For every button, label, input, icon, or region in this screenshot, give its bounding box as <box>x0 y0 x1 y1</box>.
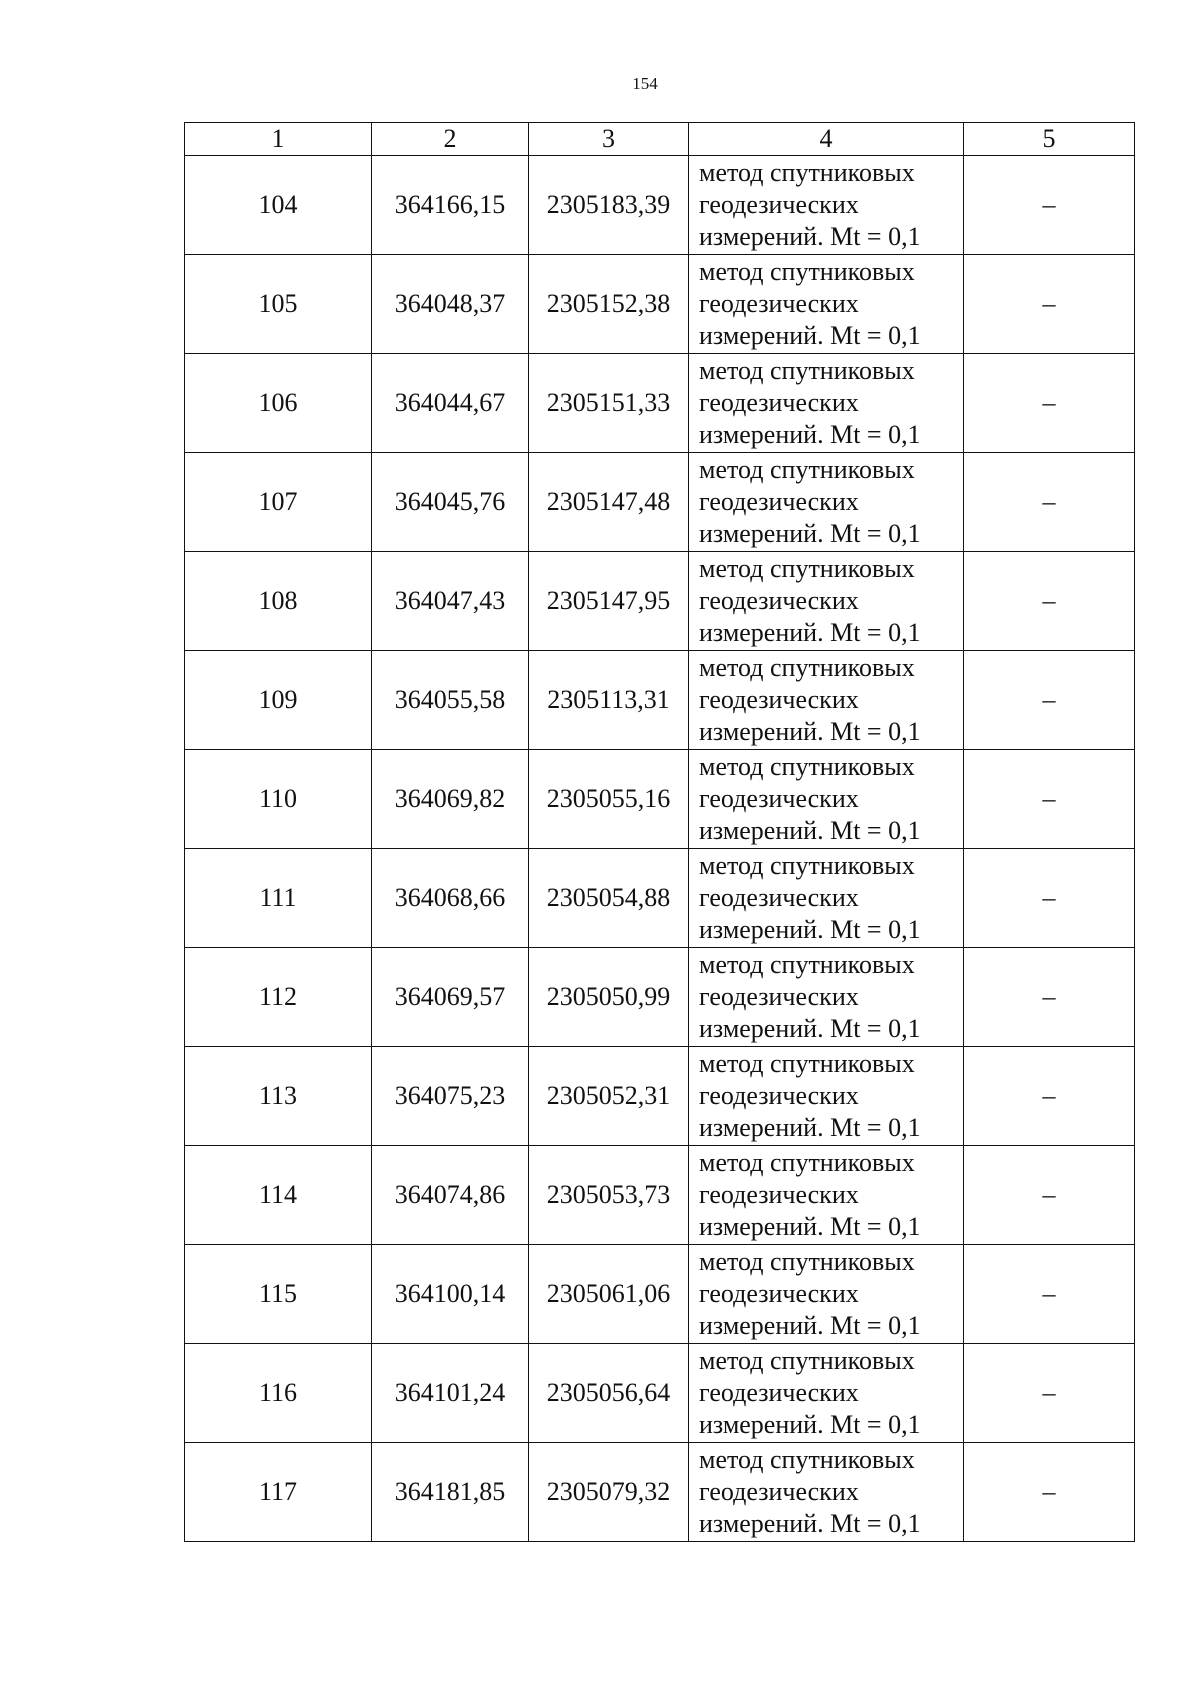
method-line: метод спутниковых <box>699 950 915 979</box>
page-number: 154 <box>632 74 658 93</box>
method-line: геодезических <box>699 289 859 318</box>
note-cell: – <box>964 552 1135 651</box>
y-coordinate-cell: 2305061,06 <box>529 1245 689 1344</box>
method-cell <box>689 1047 964 1146</box>
x-coordinate-cell: 364055,58 <box>372 651 529 750</box>
point-number-cell: 109 <box>185 651 372 750</box>
y-coordinate-cell: 2305147,48 <box>529 453 689 552</box>
y-coordinate-cell: 2305113,31 <box>529 651 689 750</box>
note-cell: – <box>964 1344 1135 1443</box>
method-cell <box>689 552 964 651</box>
method-cell <box>689 1443 964 1542</box>
method-cell <box>689 255 964 354</box>
method-cell <box>689 750 964 849</box>
method-line: геодезических <box>699 982 859 1011</box>
table-body <box>185 156 1135 1542</box>
method-cell <box>689 156 964 255</box>
note-cell: – <box>964 651 1135 750</box>
x-coordinate-cell: 364044,67 <box>372 354 529 453</box>
table-row <box>185 849 1135 948</box>
method-line: геодезических <box>699 190 859 219</box>
table-row <box>185 552 1135 651</box>
method-line: измерений. Mt = 0,1 <box>699 1212 921 1241</box>
coordinates-table <box>184 122 1135 1542</box>
method-line: метод спутниковых <box>699 1346 915 1375</box>
method-line: метод спутниковых <box>699 257 915 286</box>
note-cell: – <box>964 948 1135 1047</box>
method-line: метод спутниковых <box>699 356 915 385</box>
y-coordinate-cell: 2305055,16 <box>529 750 689 849</box>
point-number-cell: 111 <box>185 849 372 948</box>
method-line: измерений. Mt = 0,1 <box>699 1014 921 1043</box>
method-line: геодезических <box>699 1477 859 1506</box>
y-coordinate-cell: 2305052,31 <box>529 1047 689 1146</box>
method-line: геодезических <box>699 1081 859 1110</box>
method-cell <box>689 453 964 552</box>
table-row <box>185 453 1135 552</box>
x-coordinate-cell: 364048,37 <box>372 255 529 354</box>
method-cell <box>689 1245 964 1344</box>
table-row <box>185 354 1135 453</box>
note-cell: – <box>964 354 1135 453</box>
method-cell <box>689 1344 964 1443</box>
method-line: измерений. Mt = 0,1 <box>699 222 921 251</box>
table-row <box>185 156 1135 255</box>
table-row <box>185 1344 1135 1443</box>
x-coordinate-cell: 364045,76 <box>372 453 529 552</box>
method-line: метод спутниковых <box>699 455 915 484</box>
method-line: геодезических <box>699 586 859 615</box>
x-coordinate-cell: 364181,85 <box>372 1443 529 1542</box>
y-coordinate-cell: 2305151,33 <box>529 354 689 453</box>
method-line: измерений. Mt = 0,1 <box>699 519 921 548</box>
y-coordinate-cell: 2305147,95 <box>529 552 689 651</box>
point-number-cell: 115 <box>185 1245 372 1344</box>
point-number-cell: 107 <box>185 453 372 552</box>
method-line: измерений. Mt = 0,1 <box>699 1113 921 1142</box>
method-line: геодезических <box>699 784 859 813</box>
x-coordinate-cell: 364101,24 <box>372 1344 529 1443</box>
x-coordinate-cell: 364166,15 <box>372 156 529 255</box>
table-row <box>185 1047 1135 1146</box>
table-row <box>185 255 1135 354</box>
method-cell <box>689 849 964 948</box>
method-line: метод спутниковых <box>699 554 915 583</box>
method-line: геодезических <box>699 487 859 516</box>
method-line: метод спутниковых <box>699 653 915 682</box>
x-coordinate-cell: 364075,23 <box>372 1047 529 1146</box>
note-cell: – <box>964 1146 1135 1245</box>
x-coordinate-cell: 364069,57 <box>372 948 529 1047</box>
method-line: геодезических <box>699 685 859 714</box>
method-line: измерений. Mt = 0,1 <box>699 321 921 350</box>
header-col-3: 3 <box>529 123 689 156</box>
y-coordinate-cell: 2305053,73 <box>529 1146 689 1245</box>
method-line: метод спутниковых <box>699 752 915 781</box>
y-coordinate-cell: 2305054,88 <box>529 849 689 948</box>
point-number-cell: 114 <box>185 1146 372 1245</box>
method-line: метод спутниковых <box>699 1148 915 1177</box>
method-line: геодезических <box>699 1378 859 1407</box>
header-row <box>185 123 1135 156</box>
method-line: измерений. Mt = 0,1 <box>699 420 921 449</box>
method-line: измерений. Mt = 0,1 <box>699 717 921 746</box>
header-col-2: 2 <box>372 123 529 156</box>
table-row <box>185 1146 1135 1245</box>
method-cell <box>689 948 964 1047</box>
method-line: измерений. Mt = 0,1 <box>699 1311 921 1340</box>
note-cell: – <box>964 1443 1135 1542</box>
note-cell: – <box>964 1245 1135 1344</box>
x-coordinate-cell: 364100,14 <box>372 1245 529 1344</box>
method-line: геодезических <box>699 1279 859 1308</box>
method-line: метод спутниковых <box>699 1247 915 1276</box>
header-col-4: 4 <box>689 123 964 156</box>
method-line: измерений. Mt = 0,1 <box>699 618 921 647</box>
point-number-cell: 106 <box>185 354 372 453</box>
method-line: метод спутниковых <box>699 1049 915 1078</box>
method-cell <box>689 1146 964 1245</box>
point-number-cell: 116 <box>185 1344 372 1443</box>
point-number-cell: 108 <box>185 552 372 651</box>
note-cell: – <box>964 453 1135 552</box>
table-row <box>185 651 1135 750</box>
method-line: измерений. Mt = 0,1 <box>699 816 921 845</box>
method-line: геодезических <box>699 1180 859 1209</box>
x-coordinate-cell: 364069,82 <box>372 750 529 849</box>
point-number-cell: 110 <box>185 750 372 849</box>
method-line: измерений. Mt = 0,1 <box>699 1509 921 1538</box>
method-cell <box>689 651 964 750</box>
point-number-cell: 117 <box>185 1443 372 1542</box>
note-cell: – <box>964 255 1135 354</box>
table-header <box>185 123 1135 156</box>
note-cell: – <box>964 1047 1135 1146</box>
note-cell: – <box>964 750 1135 849</box>
method-line: метод спутниковых <box>699 1445 915 1474</box>
x-coordinate-cell: 364068,66 <box>372 849 529 948</box>
header-col-1: 1 <box>185 123 372 156</box>
method-line: измерений. Mt = 0,1 <box>699 1410 921 1439</box>
method-cell <box>689 354 964 453</box>
method-line: метод спутниковых <box>699 851 915 880</box>
point-number-cell: 105 <box>185 255 372 354</box>
table-row <box>185 1245 1135 1344</box>
method-line: метод спутниковых <box>699 158 915 187</box>
method-line: измерений. Mt = 0,1 <box>699 915 921 944</box>
table-row <box>185 750 1135 849</box>
y-coordinate-cell: 2305056,64 <box>529 1344 689 1443</box>
y-coordinate-cell: 2305183,39 <box>529 156 689 255</box>
y-coordinate-cell: 2305050,99 <box>529 948 689 1047</box>
x-coordinate-cell: 364047,43 <box>372 552 529 651</box>
coordinates-table-container <box>184 122 1134 1542</box>
method-line: геодезических <box>699 883 859 912</box>
x-coordinate-cell: 364074,86 <box>372 1146 529 1245</box>
method-line: геодезических <box>699 388 859 417</box>
header-col-5: 5 <box>964 123 1135 156</box>
point-number-cell: 104 <box>185 156 372 255</box>
point-number-cell: 112 <box>185 948 372 1047</box>
y-coordinate-cell: 2305152,38 <box>529 255 689 354</box>
table-row <box>185 948 1135 1047</box>
table-row <box>185 1443 1135 1542</box>
point-number-cell: 113 <box>185 1047 372 1146</box>
note-cell: – <box>964 156 1135 255</box>
y-coordinate-cell: 2305079,32 <box>529 1443 689 1542</box>
note-cell: – <box>964 849 1135 948</box>
